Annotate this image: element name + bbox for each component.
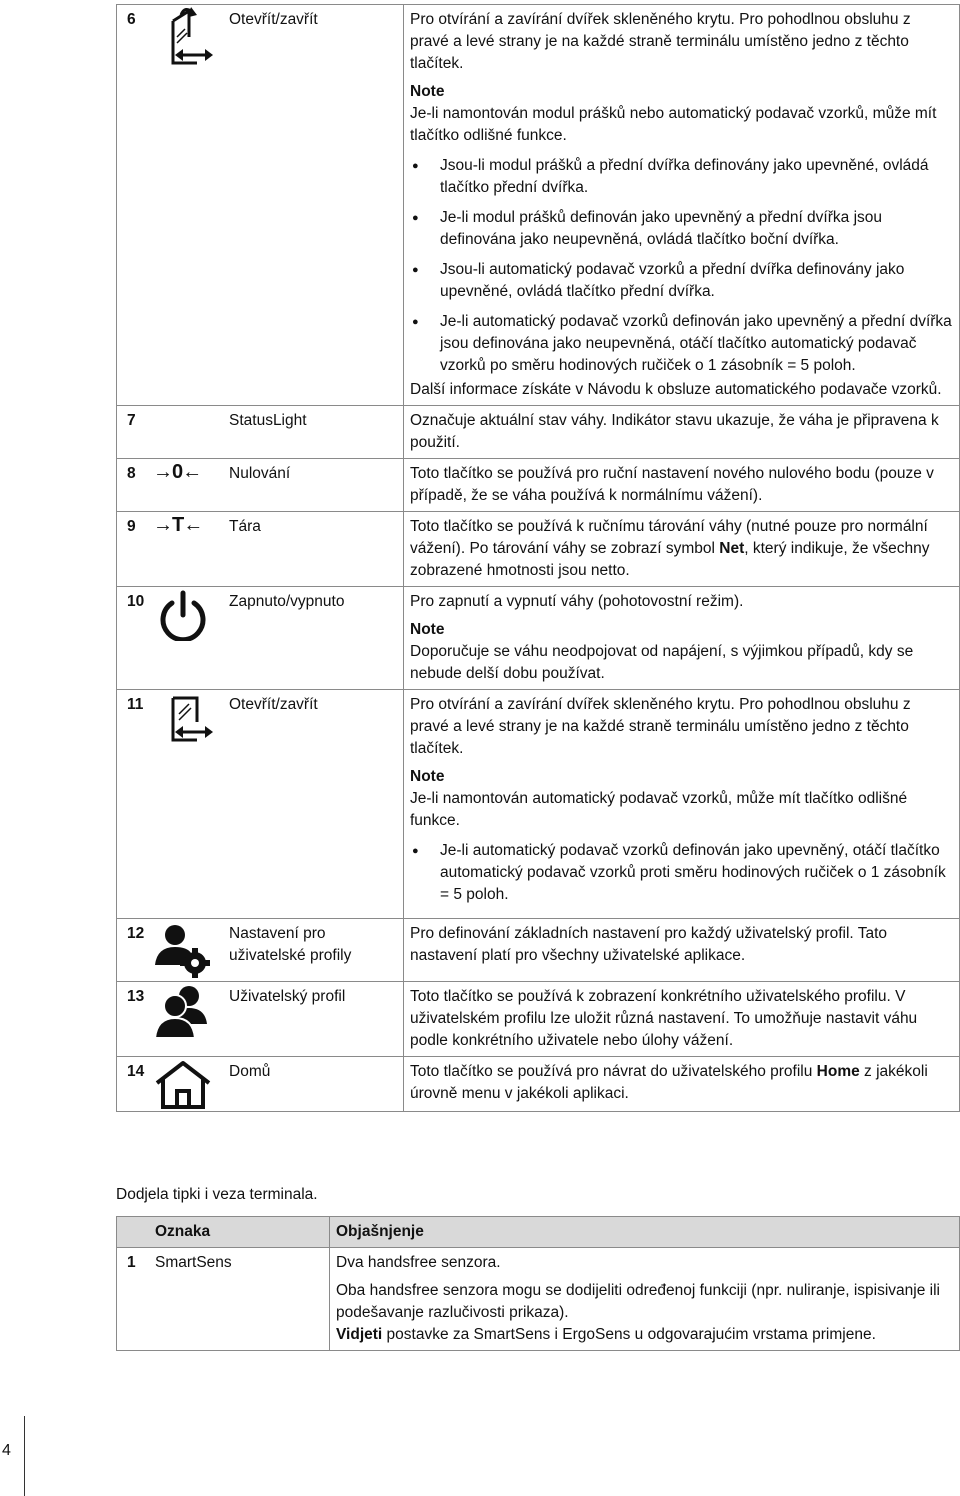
door-open-close-icon: [153, 5, 223, 406]
item-name: SmartSens: [149, 1248, 330, 1351]
bullet-list: [410, 840, 953, 906]
row-number: 7: [117, 406, 154, 459]
list-item: ● Jsou-li automatický podavač vzorků a přední dvířka definovány jako upevněné, ovládá tlačítko přední dvířka.: [410, 259, 953, 303]
key-name: Domů: [223, 1057, 404, 1112]
table-row: [117, 459, 960, 512]
table-row: [117, 690, 960, 919]
row-number: 10: [117, 587, 154, 690]
table-row: [117, 1248, 960, 1351]
note-label: Note: [410, 621, 445, 638]
row-number: 13: [117, 982, 154, 1057]
key-description: Toto tlačítko se používá pro návrat do uživatelského profilu Home z jakékoli úrovně menu v jakékoli aplikaci.: [404, 1057, 960, 1112]
note-text: Je-li namontován automatický podavač vzorků, může mít tlačítko odlišné funkce.: [410, 790, 908, 829]
list-item: ● Je-li automatický podavač vzorků definován jako upevněný a přední dvířka jsou definována jako neupevněná, otáčí tlačítko automatický podavač vzorků po směru hodinových ručiček o 1 zásobník = 5 poloh.: [410, 311, 953, 377]
user-settings-icon: [153, 919, 223, 982]
see-reference: Vidjeti: [336, 1326, 383, 1343]
list-item: ● Je-li automatický podavač vzorků definován jako upevněný, otáčí tlačítko automatický podavač vzorků proti směru hodinových ručiček o 1 zásobník = 5 poloh.: [410, 840, 953, 906]
key-description: [404, 587, 960, 690]
table-row: [117, 512, 960, 587]
table-row: [117, 982, 960, 1057]
sensors-table: [116, 1216, 960, 1351]
net-symbol: Net: [719, 540, 745, 557]
key-name: Nastavení pro uživatelské profily: [223, 919, 404, 982]
description-text: Pro otvírání a zavírání dvířek skleněného krytu. Pro pohodlnou obsluhu z pravé a levé strany je na každé straně terminálu umístěno jedno z těchto tlačítek.: [410, 11, 911, 72]
key-description: Toto tlačítko se používá pro ruční nastavení nového nulového bodu (pouze v případě, že se váha používá k normálnímu vážení).: [404, 459, 960, 512]
user-profile-icon: [153, 982, 223, 1057]
power-icon: [153, 587, 223, 690]
table-row: [117, 406, 960, 459]
list-item: ● Je-li modul prášků definován jako upevněný a přední dvířka jsou definována jako neupevněná, ovládá tlačítko boční dvířka.: [410, 207, 953, 251]
table-row: [117, 587, 960, 690]
key-name: Tára: [223, 512, 404, 587]
note-text: Je-li namontován modul prášků nebo automatický podavač vzorků, může mít tlačítko odlišné funkce.: [410, 105, 937, 144]
key-name: Otevřít/zavřít: [223, 690, 404, 919]
door-open-close-icon: [153, 690, 223, 919]
item-description: Dva handsfree senzora. Oba handsfree senzora mogu se dodijeliti određenoj funkciji (npr. nuliranje, ispisivanje ili podešavanje razlučivosti prikaza). Vidjeti postavke za SmartSens i ErgoSens u odgovarajućim vrstama primjene.: [330, 1248, 960, 1351]
row-number: 12: [117, 919, 154, 982]
home-icon: [153, 1057, 223, 1112]
page-divider: [24, 1416, 25, 1496]
table-row: [117, 919, 960, 982]
bullet-list: [410, 155, 953, 377]
tare-icon: →T←: [153, 512, 223, 587]
key-description: Označuje aktuální stav váhy. Indikátor stavu ukazuje, že váha je připravena k použití.: [404, 406, 960, 459]
note-label: Note: [410, 83, 445, 100]
note-text: Doporučuje se váhu neodpojovat od napájení, s výjimkou případů, kdy se nebude delší dobu používat.: [410, 643, 914, 682]
key-name: Otevřít/zavřít: [223, 5, 404, 406]
key-name: Nulování: [223, 459, 404, 512]
key-description: [404, 690, 960, 919]
row-number: 14: [117, 1057, 154, 1112]
key-description: Pro definování základních nastavení pro každý uživatelský profil. Tato nastavení platí pro všechny uživatelské aplikace.: [404, 919, 960, 982]
row-number: 1: [117, 1248, 150, 1351]
row-number: 8: [117, 459, 154, 512]
table-row: [117, 5, 960, 406]
description-text: Pro otvírání a zavírání dvířek skleněného krytu. Pro pohodlnou obsluhu z pravé a levé strany je na každé straně terminálu umístěno jedno z těchto tlačítek.: [410, 696, 911, 757]
key-name: Zapnuto/vypnuto: [223, 587, 404, 690]
column-header-explanation: Objašnjenje: [330, 1217, 960, 1248]
table-caption: Dodjela tipki i veza terminala.: [116, 1186, 318, 1203]
table-header-row: [117, 1217, 960, 1248]
key-name: Uživatelský profil: [223, 982, 404, 1057]
page-number: 4: [2, 1442, 11, 1459]
key-description: [404, 5, 960, 406]
row-number: 11: [117, 690, 154, 919]
key-description: Toto tlačítko se používá k ručnímu tárování váhy (nutné pouze pro normální vážení). Po tárování váhy se zobrazí symbol Net, který indikuje, že všechny zobrazené hmotnosti jsou netto.: [404, 512, 960, 587]
description-text: Pro zapnutí a vypnutí váhy (pohotovostní režim).: [410, 593, 744, 610]
zero-icon: →0←: [153, 459, 223, 512]
row-number: 6: [117, 5, 154, 406]
key-name: StatusLight: [223, 406, 404, 459]
column-header-label: Oznaka: [149, 1217, 330, 1248]
home-symbol: Home: [816, 1063, 860, 1080]
row-number: 9: [117, 512, 154, 587]
keys-table: [116, 4, 960, 1112]
additional-info: Další informace získáte v Návodu k obsluze automatického podavače vzorků.: [410, 381, 942, 398]
table-row: [117, 1057, 960, 1112]
key-description: Toto tlačítko se používá k zobrazení konkrétního uživatelského profilu. V uživatelském profilu lze uložit různá nastavení. To umožňuje nastavit váhu podle konkrétního uživatele nebo úlohy vážení.: [404, 982, 960, 1057]
note-label: Note: [410, 768, 445, 785]
list-item: ● Jsou-li modul prášků a přední dvířka definovány jako upevněné, ovládá tlačítko přední dvířka.: [410, 155, 953, 199]
